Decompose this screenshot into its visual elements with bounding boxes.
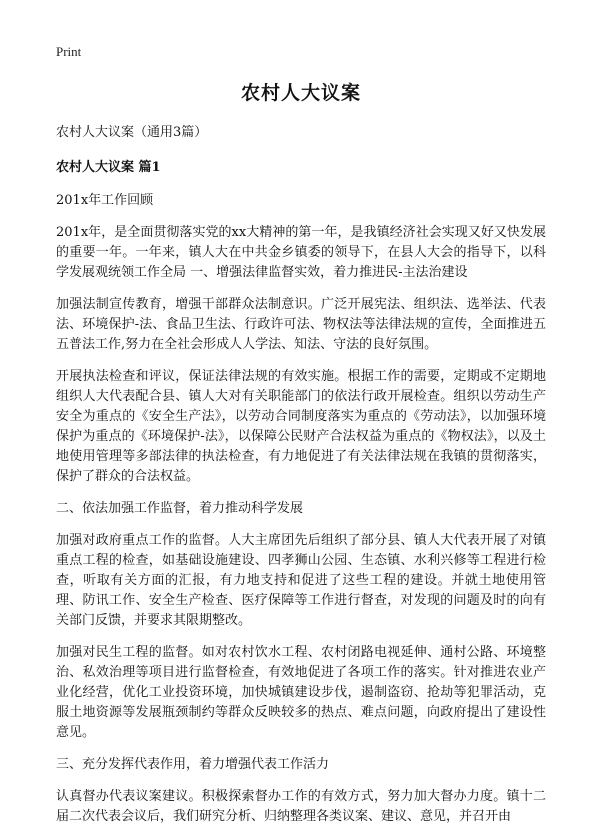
paragraph: 加强对政府重点工作的监督。人大主席团先后组织了部分县、镇人大代表开展了对镇重点工程的检查，如基础设施建设、四孝狮山公园、生态镇、水利兴修等工程进行检查，听取有关方面的汇报，有力地支持和促进了这些工程的建设。并就土地使用管理、防讯工作、安全生产检查、医疗保障等工作进行督查，对发现的问题及时的向有关部门反馈，并要求其限期整改。 [56,533,546,628]
section-subheading: 二、依法加强工作监督，着力推动科学发展 [56,501,304,516]
paragraph: 认真督办代表议案建议。积极探索督办工作的有效方式，努力加大督办力度。镇十二届二次代表会议后，我们研究分析、归纳整理各类议案、建议、意见，并召开由 [56,789,546,824]
paragraph: 加强法制宣传教育，增强干部群众法制意识。广泛开展宪法、组织法、选举法、代表法、环境保护-法、食品卫生法、行政许可法、物权法等法律法规的宣传，全面推进五五普法工作,努力在全社会形成人人学法、知法、守法的良好氛围。 [56,297,546,352]
paragraph-intro: 201x年工作回顾 [56,193,154,208]
paragraph: 201x年，是全面贯彻落实党的xx大精神的第一年，是我镇经济社会实现又好又快发展的重要一年。一年来，镇人大在中共金乡镇委的领导下，在县人大会的指导下，以科学发展观统领工作全局 一、增强法律监督实效，着力推进民-主法治建设 [56,225,546,280]
document-page [56,78,546,839]
print-link[interactable]: Print [56,44,82,59]
paragraph: 开展执法检查和评议，保证法律法规的有效实施。根据工作的需要，定期或不定期地组织人大代表配合县、镇人大对有关职能部门的依法行政开展检查。组织以劳动生产安全为重点的《安全生产法》，以劳动合同制度落实为重点的《劳动法》，以加强环境保护为重点的《环境保护-法》，以保障公民财产合法权益为重点的《物权法》，以及土地使用管理等多部法律的执法检查，有力地促进了有关法律法规在我镇的贯彻落实，保护了群众的合法权益。 [56,369,546,484]
page-title: 农村人大议案 [240,82,361,104]
paragraph: 加强对民生工程的监督。如对农村饮水工程、农村闭路电视延伸、通村公路、环境整治、私效治理等项目进行监督检查，有效地促进了各项工作的落实。针对推进农业产业化经营，优化工业投资环境，加快城镇建设步伐，遏制盗窃、抢劫等犯罪活动，克服土地资源等发展瓶颈制约等群众反映较多的热点、难点问题，向政府提出了建设性意见。 [56,645,546,740]
section-subheading: 三、充分发挥代表作用，着力增强代表工作活力 [56,757,330,772]
document-subtitle: 农村人大议案（通用3篇） [56,125,208,140]
section-heading: 农村人大议案 篇1 [56,160,161,175]
